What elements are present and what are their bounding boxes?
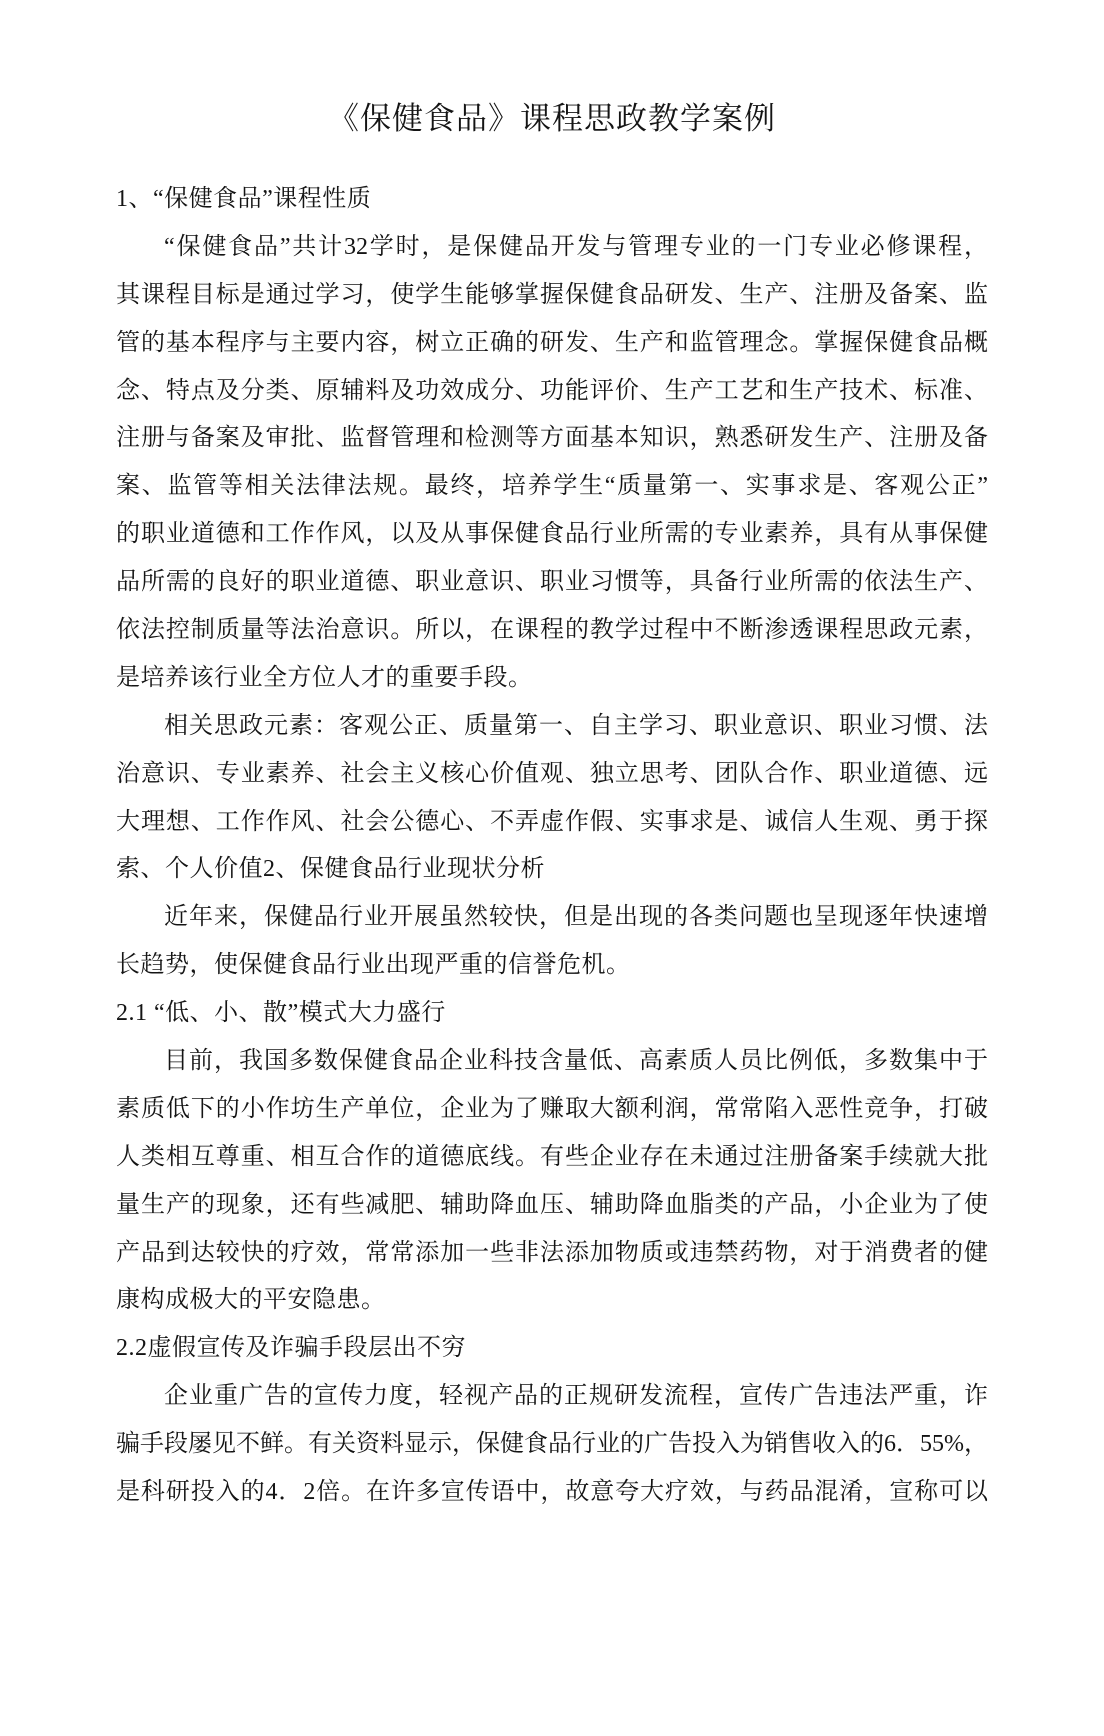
doc-line: “保健食品”共计32学时，是保健品开发与管理专业的一门专业必修课程，: [164, 233, 988, 260]
doc-line: 其课程目标是通过学习，使学生能够掌握保健食品研发、生产、注册及备案、监: [116, 281, 988, 308]
doc-line: 大理想、工作作风、社会公德心、不弄虚作假、实事求是、诚信人生观、勇于探: [116, 808, 988, 835]
document-body: [116, 176, 988, 1517]
doc-line: 长趋势，使保健食品行业出现严重的信誉危机。: [116, 952, 631, 979]
doc-line: 是培养该行业全方位人才的重要手段。: [116, 664, 533, 691]
doc-line: 注册与备案及审批、监督管理和检测等方面基本知识，熟悉研发生产、注册及备: [116, 425, 988, 452]
doc-line: 康构成极大的平安隐患。: [116, 1287, 386, 1314]
section-1-heading: 1、“保健食品”课程性质: [116, 186, 372, 212]
doc-line: 依法控制质量等法治意识。所以，在课程的教学过程中不断渗透课程思政元素，: [116, 617, 988, 644]
doc-line: 近年来，保健品行业开展虽然较快，但是出现的各类问题也呈现逐年快速增: [164, 904, 988, 931]
document-title: 《保健食品》课程思政教学案例: [328, 101, 776, 136]
doc-line: 案、监管等相关法律法规。最终，培养学生“质量第一、实事求是、客观公正”: [116, 473, 988, 500]
doc-line: 品所需的良好的职业道德、职业意识、职业习惯等，具备行业所需的依法生产、: [116, 569, 988, 596]
doc-line: 管的基本程序与主要内容，树立正确的研发、生产和监管理念。掌握保健食品概: [116, 329, 988, 356]
doc-line: 素质低下的小作坊生产单位，企业为了赚取大额利润，常常陷入恶性竞争，打破: [116, 1095, 988, 1122]
doc-line: 量生产的现象，还有些减肥、辅助降血压、辅助降血脂类的产品，小企业为了使: [116, 1191, 988, 1218]
doc-line: 是科研投入的4．2倍。在许多宣传语中，故意夸大疗效，与药品混淆，宣称可以: [116, 1479, 988, 1506]
section-2-1-heading: 2.1 “低、小、散”模式大力盛行: [116, 1000, 446, 1027]
doc-line: 的职业道德和工作作风，以及从事保健食品行业所需的专业素养，具有从事保健: [116, 521, 988, 548]
doc-line: 产品到达较快的疗效，常常添加一些非法添加物质或违禁药物，对于消费者的健: [116, 1239, 988, 1266]
doc-line: 相关思政元素：客观公正、质量第一、自主学习、职业意识、职业习惯、法: [164, 712, 988, 739]
doc-line: 人类相互尊重、相互合作的道德底线。有些企业存在未通过注册备案手续就大批: [116, 1143, 988, 1170]
doc-line: 骗手段屡见不鲜。有关资料显示，保健食品行业的广告投入为销售收入的6．55%，: [116, 1431, 988, 1458]
doc-line: 企业重广告的宣传力度，轻视产品的正规研发流程，宣传广告违法严重，诈: [164, 1383, 988, 1410]
document-page: [0, 96, 1104, 1517]
doc-line: 治意识、专业素养、社会主义核心价值观、独立思考、团队合作、职业道德、远: [116, 760, 988, 787]
section-2-heading: 索、个人价值2、保健食品行业现状分析: [116, 856, 545, 883]
section-2-2-heading: 2.2虚假宣传及诈骗手段层出不穷: [116, 1335, 466, 1362]
doc-line: 念、特点及分类、原辅料及功效成分、功能评价、生产工艺和生产技术、标准、: [116, 377, 988, 404]
doc-line: 目前，我国多数保健食品企业科技含量低、高素质人员比例低，多数集中于: [164, 1048, 988, 1075]
